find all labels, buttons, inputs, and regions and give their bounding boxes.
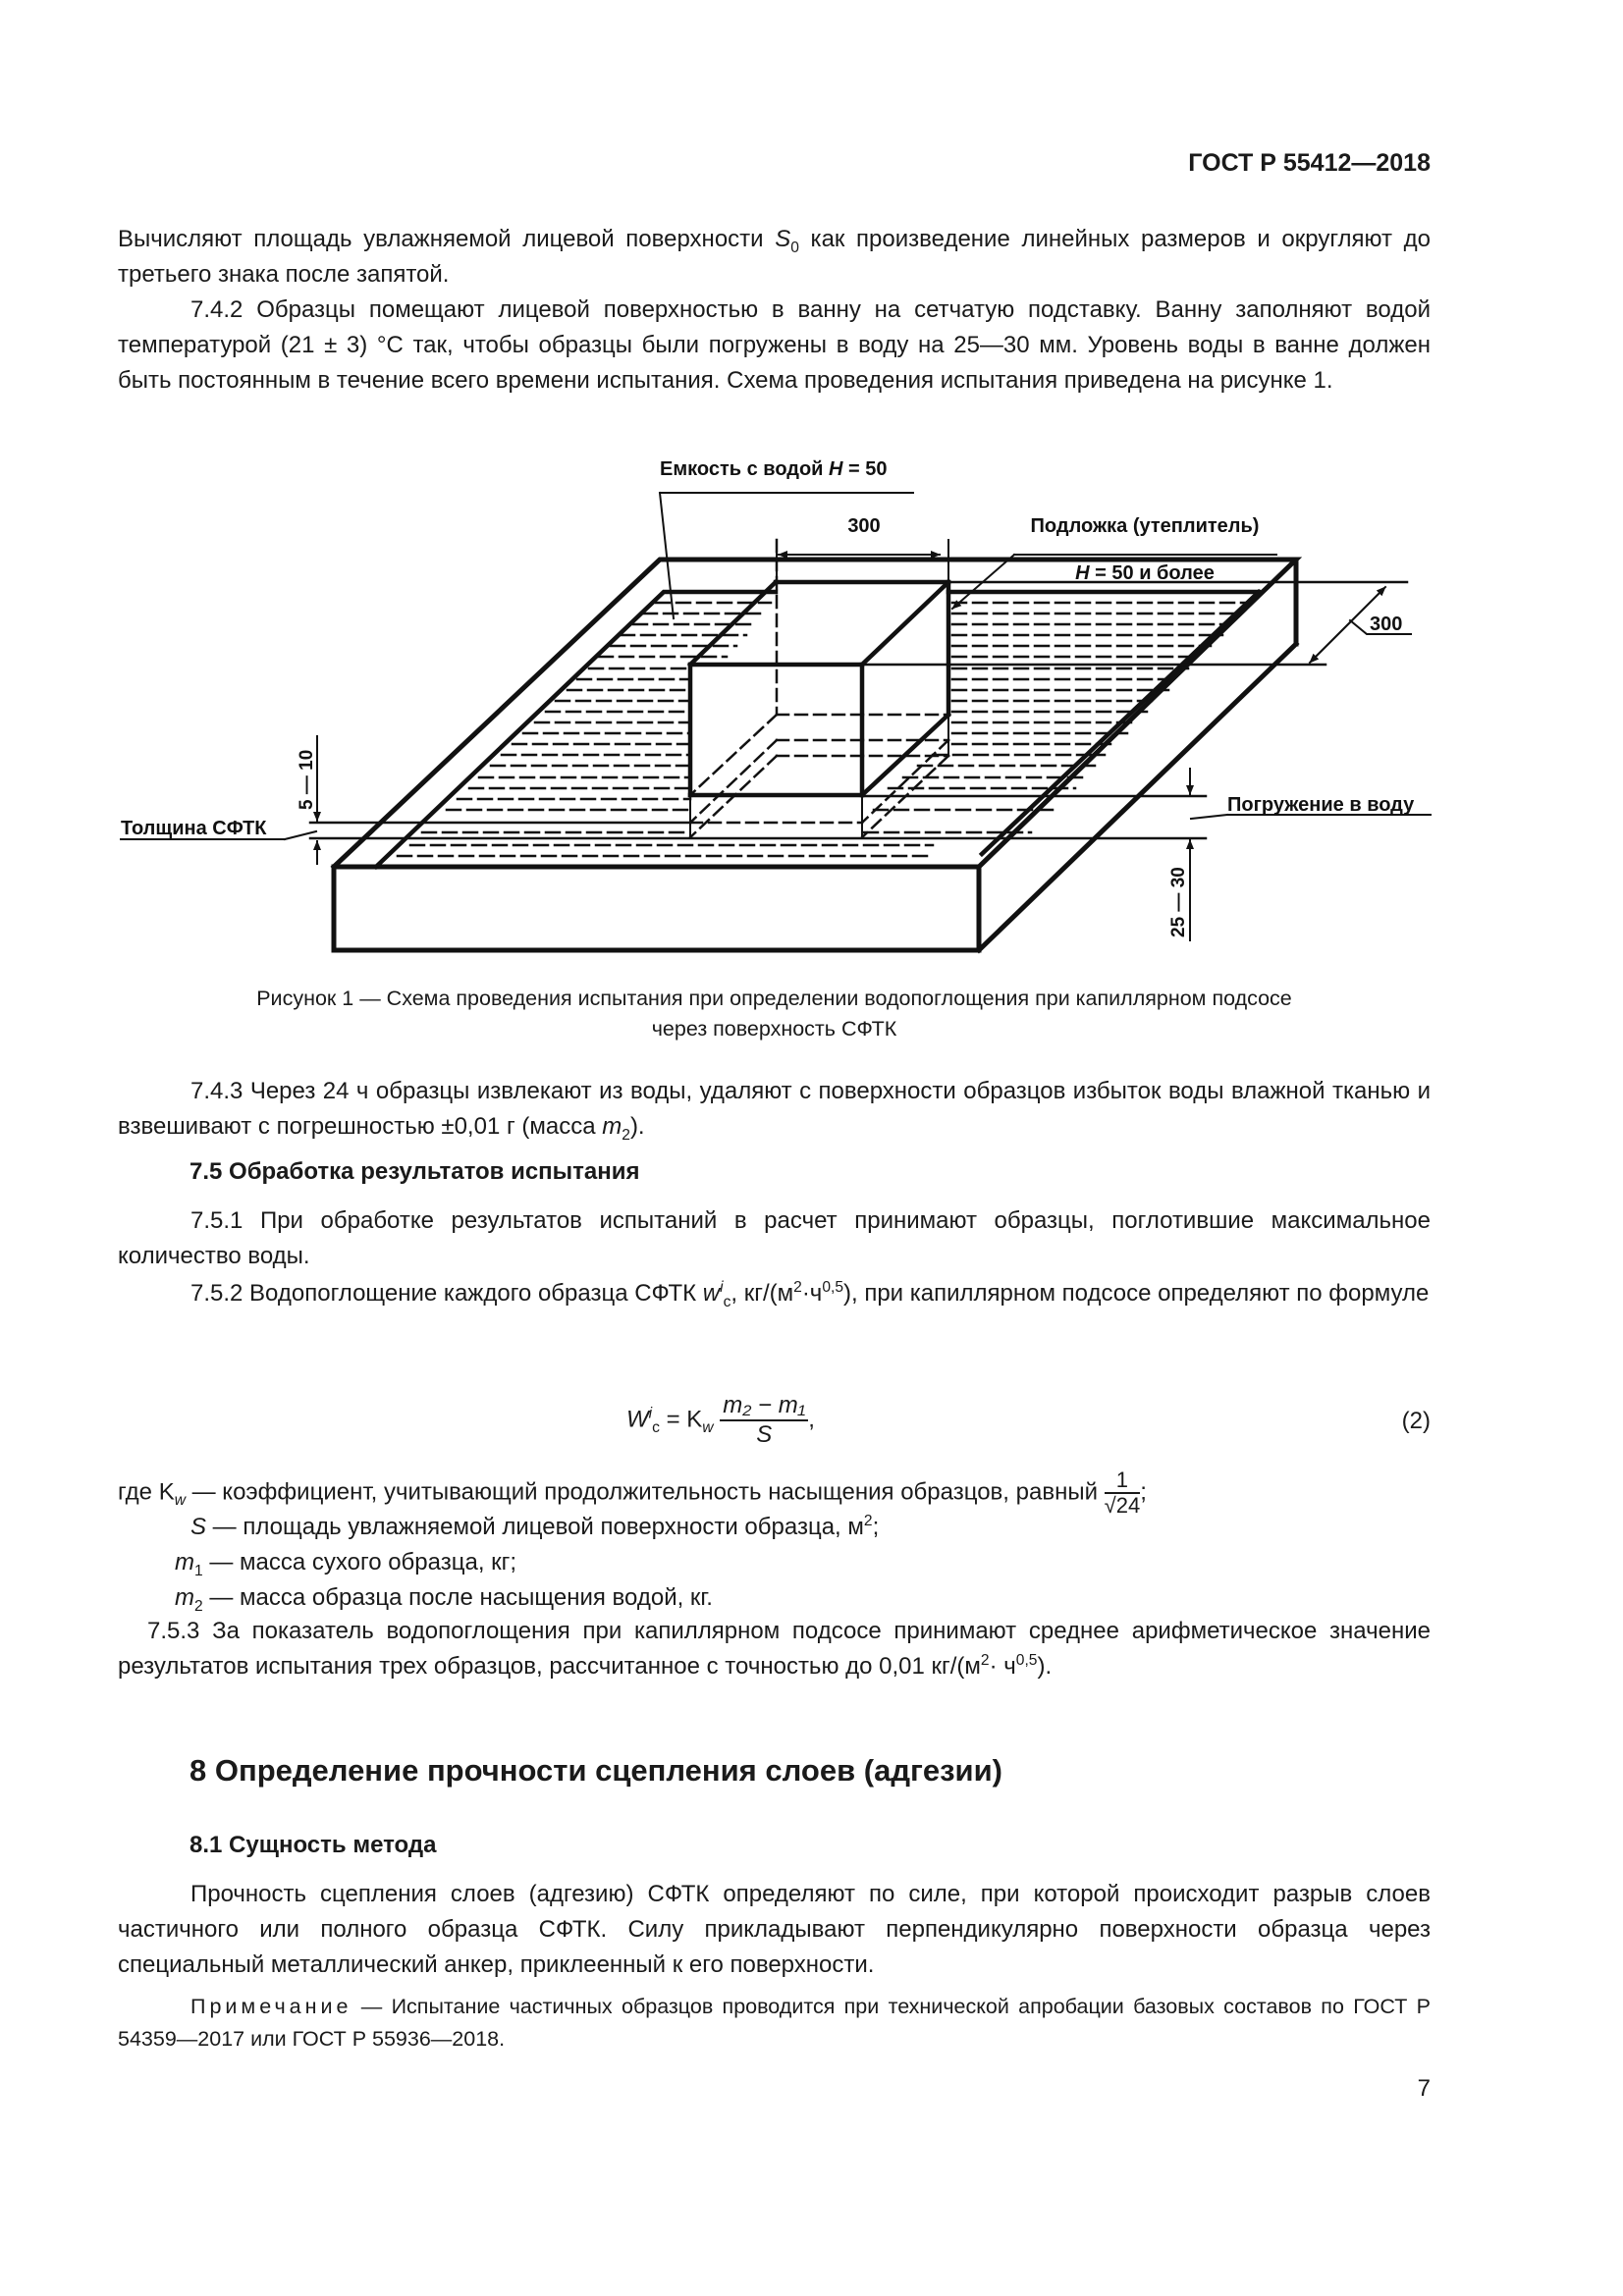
label-substrate-line2: H = 50 и более bbox=[1075, 562, 1215, 584]
where-m2: $m_2$ — масса образца после насыщения водой, кг. bbox=[175, 1584, 713, 1615]
where-m1: $m_1$ — масса сухого образца, кг; bbox=[175, 1549, 517, 1579]
symbol-s0: S bbox=[775, 226, 791, 252]
heading-8-1: 8.1 Сущность метода bbox=[189, 1832, 437, 1858]
note: Примечание — Испытание частичных образцов проводится при технической апробации базовых составов по ГОСТ Р 54359—2017 или ГОСТ Р 55936—2018. bbox=[118, 1995, 1431, 2051]
page-number: 7 bbox=[1417, 2075, 1431, 2102]
dim-immersion-label: 25 — 30 bbox=[1168, 867, 1189, 937]
paragraph-7-5-1: 7.5.1 При обработке результатов испытаний в расчет принимают образцы, поглотившие максимальное количество воды. bbox=[118, 1207, 1431, 1269]
paragraph-7-5-2: 7.5.2 Водопоглощение каждого образца СФТК $w^i_c$, $кг/(м^2\cdot ч^{0,5})$, при капиллярном подсосе определяют по формуле bbox=[190, 1279, 1430, 1310]
container-rim bbox=[376, 592, 1259, 867]
paragraph-7-4-3: 7.4.3 Через 24 ч образцы извлекают из воды, удаляют с поверхности образцов избыток воды влажной тканью и взвешивают с погрешностью ±0,01 г (масса $m_2$). bbox=[118, 1078, 1431, 1144]
paragraph-7-5-3: 7.5.3 За показатель водопоглощения при капиллярном подсосе принимают среднее арифметическое значение результатов испытания трех образцов, рассчитанное с точностью до 0,01 $кг/(м^2\cdot ч^{0,5})$. bbox=[118, 1618, 1431, 1680]
formula-2: $W^i_c = K_w$ $\frac{\text{m₂ − m₁}}{S}$ , bbox=[626, 1392, 815, 1448]
heading-section-8: 8 Определение прочности сцепления слоев (адгезии) bbox=[189, 1753, 1002, 1788]
dim-thickness-label: 5 — 10 bbox=[297, 749, 317, 810]
figure-caption: Рисунок 1 — Схема проведения испытания при определении водопоглощения при капиллярном подсосе через поверхность СФТК bbox=[256, 987, 1292, 1041]
label-immersion: Погружение в воду bbox=[1227, 794, 1415, 816]
where-block bbox=[118, 1468, 1431, 1616]
paragraph-7-4-2: 7.4.2 Образцы помещают лицевой поверхностью в ванну на сетчатую подставку. Ванну заполняют водой температурой (21 ± 3) °С так, чтобы образцы были погружены в воду на 25—30 мм. Уровень воды в ванне должен быть постоянным в течение всего времени испытания. Схема проведения испытания приведена на рисунке 1. bbox=[118, 296, 1431, 394]
label-container: Емкость с водой H = 50 bbox=[660, 458, 888, 480]
dim-right-label: 300 bbox=[1370, 614, 1403, 635]
paragraph-8-1: Прочность сцепления слоев (адгезию) СФТК определяют по силе, при которой происходит разрыв слоев частичного или полного образца СФТК. Силу прикладывают перпендикулярно поверхности образца через специальный металлический анкер, приклеенный к его поверхности. bbox=[118, 1881, 1431, 1978]
heading-7-5: 7.5 Обработка результатов испытания bbox=[189, 1158, 640, 1185]
label-substrate-line1: Подложка (утеплитель) bbox=[1030, 515, 1260, 537]
formula-number: (2) bbox=[1401, 1408, 1431, 1434]
dim-top-label: 300 bbox=[847, 515, 881, 537]
document-header: ГОСТ Р 55412—2018 bbox=[1188, 149, 1431, 177]
figure-1-test-scheme bbox=[0, 432, 1623, 982]
paragraph-intro: Вычисляют площадь увлажняемой лицевой поверхности $S_0$ как произведение линейных размеров и округляют до третьего знака после запятой. bbox=[118, 226, 1431, 288]
label-thickness: Толщина СФТК bbox=[121, 818, 267, 839]
sample-box bbox=[690, 540, 948, 837]
where-kw: где $K_w$ — коэффициент, учитывающий продолжительность насыщения образцов, равный $\frac{1}{√24}$ ; bbox=[118, 1468, 1147, 1518]
where-s: S — площадь увлажняемой лицевой поверхности образца, $м^2$; bbox=[190, 1513, 880, 1540]
